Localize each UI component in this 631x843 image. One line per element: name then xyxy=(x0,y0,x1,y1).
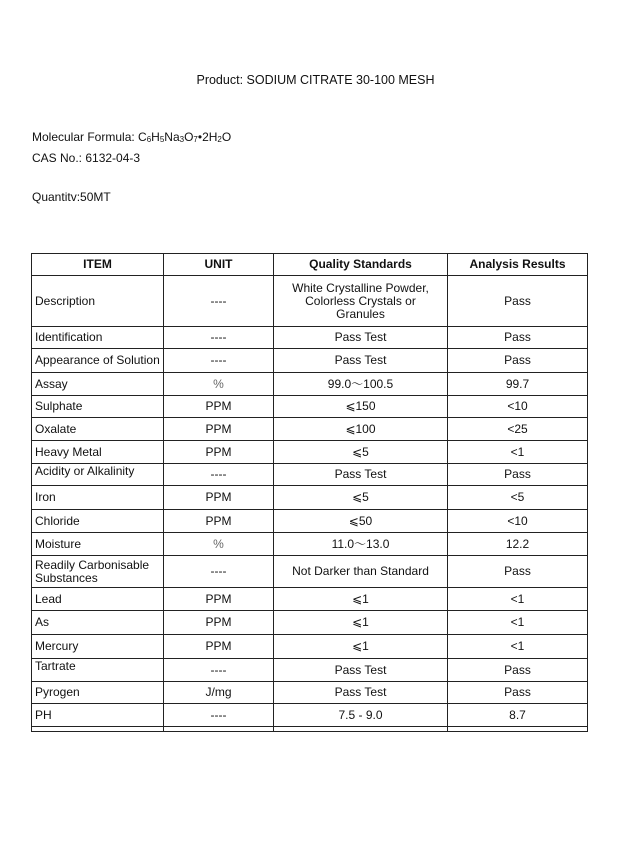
formula-part: H xyxy=(151,130,160,144)
molecular-formula xyxy=(32,130,231,144)
result-cell: <1 xyxy=(448,441,588,464)
header-quality-standards: Quality Standards xyxy=(274,254,448,276)
unit-cell: PPM xyxy=(164,396,274,418)
standard-cell: 7.5 - 9.0 xyxy=(274,704,448,727)
unit-cell: ---- xyxy=(164,327,274,349)
continuation-cell xyxy=(164,727,274,732)
item-cell: Iron xyxy=(32,486,164,510)
item-cell: Readily Carbonisable Substances xyxy=(32,556,164,588)
formula-subscript: 5 xyxy=(159,135,165,144)
unit-cell: PPM xyxy=(164,635,274,659)
continuation-cell xyxy=(448,727,588,732)
result-cell: <10 xyxy=(448,396,588,418)
item-cell: Lead xyxy=(32,588,164,611)
unit-cell: PPM xyxy=(164,441,274,464)
table-row xyxy=(32,611,588,635)
item-cell: Appearance of Solution xyxy=(32,349,164,373)
table-row xyxy=(32,464,588,486)
unit-cell: ---- xyxy=(164,659,274,682)
standard-cell: Pass Test xyxy=(274,682,448,704)
item-cell: Description xyxy=(32,276,164,327)
table-row xyxy=(32,396,588,418)
item-cell: Moisture xyxy=(32,533,164,556)
item-cell: Tartrate xyxy=(32,659,164,682)
standard-cell: ⩽150 xyxy=(274,396,448,418)
result-cell: Pass xyxy=(448,464,588,486)
result-cell: Pass xyxy=(448,349,588,373)
formula-part: •2H xyxy=(197,130,218,144)
header-item: ITEM xyxy=(32,254,164,276)
quantity: Quantitv:50MT xyxy=(32,190,111,204)
result-cell: 8.7 xyxy=(448,704,588,727)
unit-cell: ---- xyxy=(164,704,274,727)
unit-cell: PPM xyxy=(164,588,274,611)
item-cell: Heavy Metal xyxy=(32,441,164,464)
item-cell: Mercury xyxy=(32,635,164,659)
table-row xyxy=(32,349,588,373)
standard-cell: ⩽1 xyxy=(274,611,448,635)
table-row xyxy=(32,486,588,510)
table-row xyxy=(32,510,588,533)
standard-cell: ⩽50 xyxy=(274,510,448,533)
result-cell: <25 xyxy=(448,418,588,441)
table-row xyxy=(32,418,588,441)
molecular-formula-label: Molecular Formula: xyxy=(32,130,139,144)
unit-cell: PPM xyxy=(164,611,274,635)
item-cell: Sulphate xyxy=(32,396,164,418)
standard-cell: White Crystalline Powder, Colorless Crystals or Granules xyxy=(274,276,448,327)
table-row xyxy=(32,373,588,396)
continuation-cell xyxy=(32,727,164,732)
result-cell: <5 xyxy=(448,486,588,510)
unit-cell: ---- xyxy=(164,349,274,373)
cas-number: CAS No.: 6132-04-3 xyxy=(32,151,141,165)
table-row xyxy=(32,588,588,611)
result-cell: Pass xyxy=(448,327,588,349)
formula-subscript: 3 xyxy=(179,135,185,144)
standard-cell: ⩽100 xyxy=(274,418,448,441)
table-row xyxy=(32,327,588,349)
standard-cell: ⩽5 xyxy=(274,441,448,464)
table-row xyxy=(32,533,588,556)
formula-part: O xyxy=(184,130,194,144)
formula-subscript: 7 xyxy=(193,135,198,144)
standard-cell: Not Darker than Standard xyxy=(274,556,448,588)
table-row xyxy=(32,635,588,659)
unit-cell: PPM xyxy=(164,418,274,441)
formula-part: Na xyxy=(164,130,180,144)
item-cell: Chloride xyxy=(32,510,164,533)
result-cell: <1 xyxy=(448,611,588,635)
result-cell: Pass xyxy=(448,682,588,704)
table-continuation xyxy=(32,727,588,732)
standard-cell: ⩽5 xyxy=(274,486,448,510)
standard-cell: Pass Test xyxy=(274,464,448,486)
standard-cell: Pass Test xyxy=(274,659,448,682)
result-cell: 12.2 xyxy=(448,533,588,556)
unit-cell: % xyxy=(164,373,274,396)
standard-cell: Pass Test xyxy=(274,349,448,373)
table-row xyxy=(32,441,588,464)
formula-subscript: 6 xyxy=(146,135,152,144)
unit-cell: J/mg xyxy=(164,682,274,704)
standard-cell: ⩽1 xyxy=(274,588,448,611)
analysis-table xyxy=(31,253,588,732)
unit-cell: ---- xyxy=(164,276,274,327)
standard-cell: ⩽1 xyxy=(274,635,448,659)
result-cell: Pass xyxy=(448,276,588,327)
standard-cell: 99.0～100.5 xyxy=(274,373,448,396)
header-analysis-results: Analysis Results xyxy=(448,254,588,276)
standard-cell: 11.0～13.0 xyxy=(274,533,448,556)
item-cell: Pyrogen xyxy=(32,682,164,704)
result-cell: <1 xyxy=(448,635,588,659)
unit-cell: % xyxy=(164,533,274,556)
table-row xyxy=(32,556,588,588)
result-cell: <1 xyxy=(448,588,588,611)
standard-cell: Pass Test xyxy=(274,327,448,349)
item-cell: Assay xyxy=(32,373,164,396)
result-cell: 99.7 xyxy=(448,373,588,396)
formula-subscript: 2 xyxy=(217,135,222,144)
item-cell: Identification xyxy=(32,327,164,349)
result-cell: Pass xyxy=(448,556,588,588)
product-title: Product: SODIUM CITRATE 30-100 MESH xyxy=(196,73,435,87)
unit-cell: ---- xyxy=(164,556,274,588)
item-cell: PH xyxy=(32,704,164,727)
item-cell: Oxalate xyxy=(32,418,164,441)
item-cell: Acidity or Alkalinity xyxy=(32,464,164,486)
unit-cell: PPM xyxy=(164,486,274,510)
formula-part: O xyxy=(221,130,232,144)
unit-cell: ---- xyxy=(164,464,274,486)
result-cell: <10 xyxy=(448,510,588,533)
table-row xyxy=(32,704,588,727)
formula-part: C xyxy=(138,130,147,144)
table-row xyxy=(32,659,588,682)
table-row xyxy=(32,682,588,704)
result-cell: Pass xyxy=(448,659,588,682)
header-unit: UNIT xyxy=(164,254,274,276)
item-cell: As xyxy=(32,611,164,635)
unit-cell: PPM xyxy=(164,510,274,533)
table-header-row xyxy=(32,254,588,276)
continuation-cell xyxy=(274,727,448,732)
table-row xyxy=(32,276,588,327)
